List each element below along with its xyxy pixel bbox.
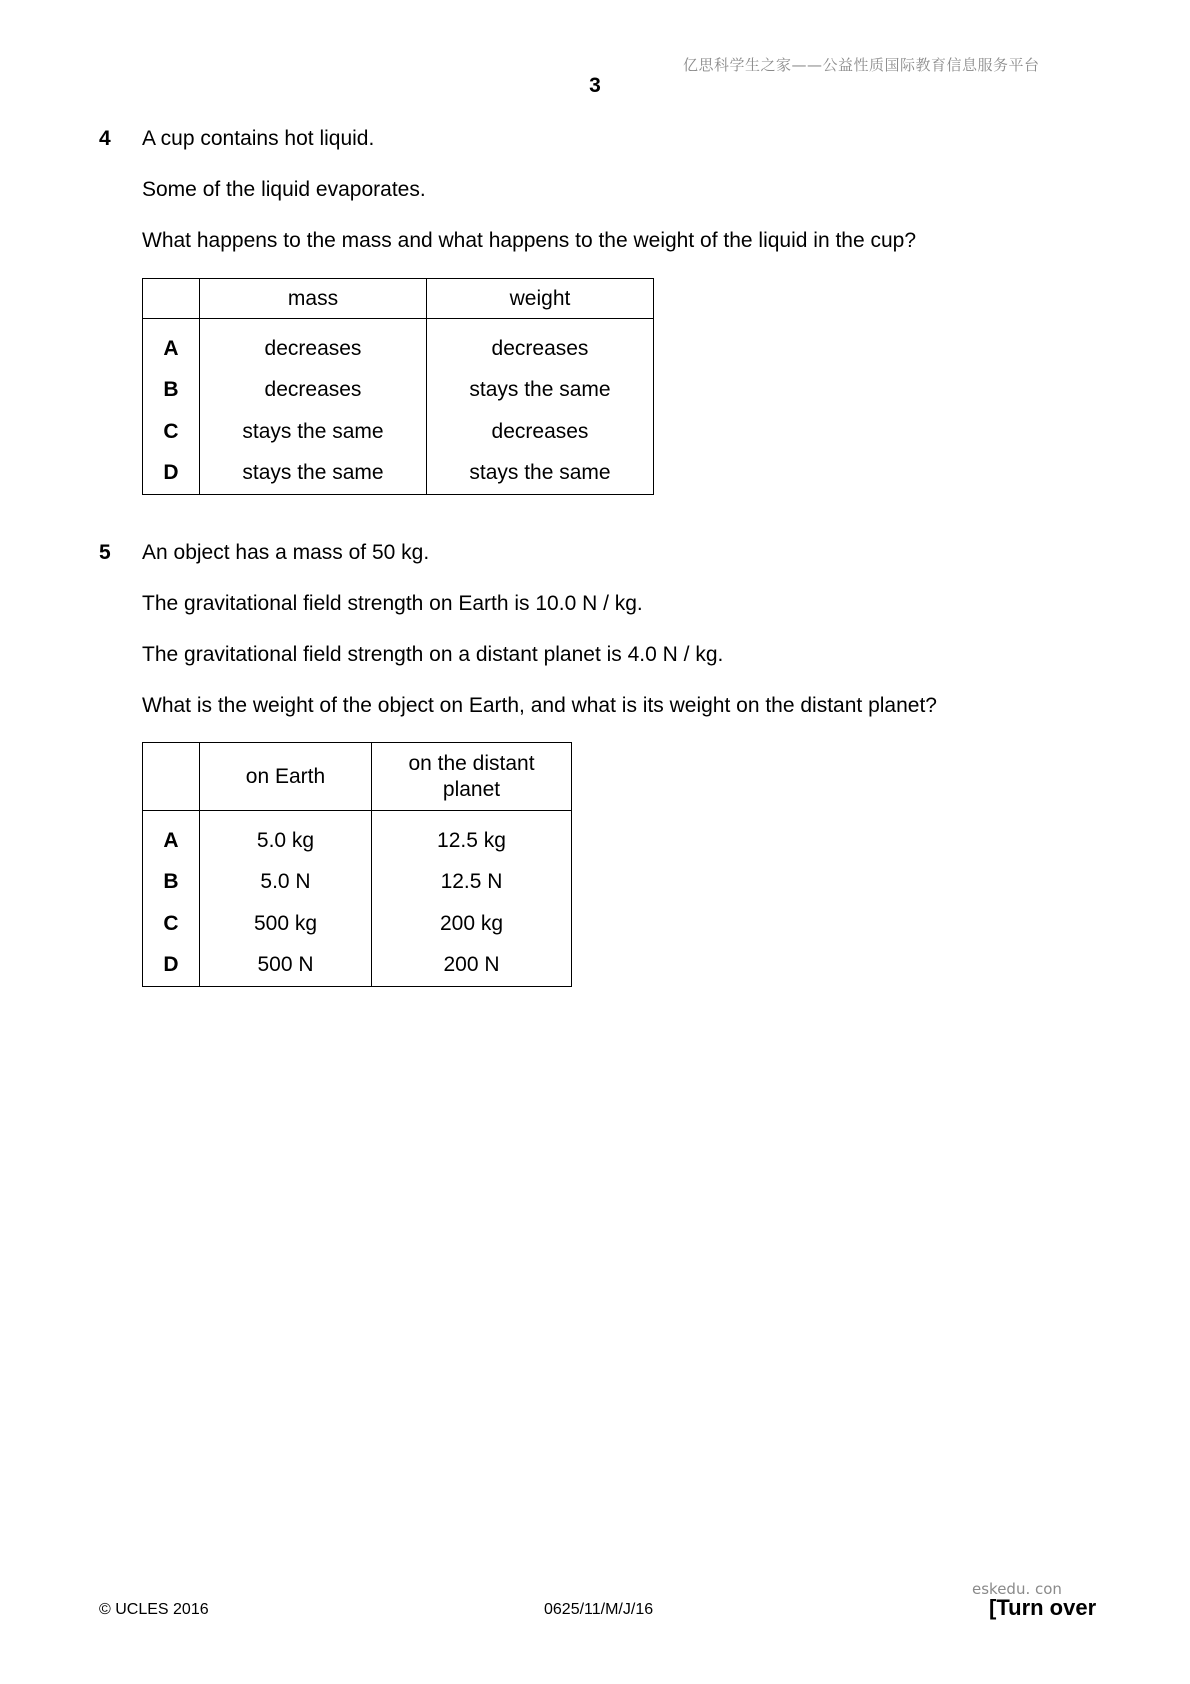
option-on-earth: 500 kg	[200, 903, 372, 945]
option-mass: decreases	[200, 319, 427, 369]
table-row	[143, 811, 572, 861]
footer-watermark: eskedu. con	[972, 1580, 1062, 1598]
table-row	[143, 903, 572, 945]
option-letter: C	[163, 419, 179, 443]
table-row	[143, 453, 654, 495]
option-letter: D	[163, 953, 179, 977]
option-letter: C	[163, 911, 179, 935]
option-on-earth: 5.0 kg	[200, 811, 372, 861]
option-weight: decreases	[427, 411, 654, 453]
table-row	[143, 861, 572, 903]
option-letter: B	[163, 869, 179, 893]
option-weight: decreases	[427, 319, 654, 369]
footer-paper-code: 0625/11/M/J/16	[544, 1601, 654, 1618]
question-5-line-1: An object has a mass of 50 kg.	[142, 541, 430, 564]
option-distant-planet: 12.5 N	[372, 861, 572, 903]
option-on-earth: 5.0 N	[200, 861, 372, 903]
option-letter: B	[163, 377, 179, 401]
table-corner	[143, 279, 200, 319]
option-on-earth: 500 N	[200, 945, 372, 987]
column-header-mass: mass	[200, 279, 427, 319]
question-5-line-3: The gravitational field strength on a distant planet is 4.0 N / kg.	[142, 643, 724, 666]
question-4-number: 4	[99, 127, 111, 150]
table-corner	[143, 743, 200, 811]
option-distant-planet: 200 kg	[372, 903, 572, 945]
table-row	[143, 319, 654, 369]
option-weight: stays the same	[427, 369, 654, 411]
table-row	[143, 945, 572, 987]
question-4-line-3: What happens to the mass and what happens to the weight of the liquid in the cup?	[142, 229, 917, 252]
footer-copyright: © UCLES 2016	[99, 1601, 209, 1618]
question-4-options-table	[142, 278, 654, 495]
header-watermark: 亿思科学生之家——公益性质国际教育信息服务平台	[683, 56, 1040, 74]
column-header-weight: weight	[427, 279, 654, 319]
column-header-distant-planet: on the distant planet	[372, 743, 572, 811]
option-distant-planet: 12.5 kg	[372, 811, 572, 861]
page-number: 3	[589, 74, 601, 97]
question-4-line-2: Some of the liquid evaporates.	[142, 178, 426, 201]
option-mass: decreases	[200, 369, 427, 411]
column-header-on-earth: on Earth	[200, 743, 372, 811]
table-row	[143, 411, 654, 453]
option-mass: stays the same	[200, 453, 427, 495]
option-letter: A	[163, 336, 179, 360]
question-5-line-4: What is the weight of the object on Earth, and what is its weight on the distant planet?	[142, 694, 937, 717]
question-5-number: 5	[99, 541, 111, 564]
question-5-options-table	[142, 742, 572, 987]
table-row	[143, 369, 654, 411]
footer-turn-over: [Turn over	[989, 1595, 1097, 1620]
question-4-line-1: A cup contains hot liquid.	[142, 127, 375, 150]
option-weight: stays the same	[427, 453, 654, 495]
question-5-line-2: The gravitational field strength on Earth is 10.0 N / kg.	[142, 592, 643, 615]
option-mass: stays the same	[200, 411, 427, 453]
option-letter: A	[163, 828, 179, 852]
option-distant-planet: 200 N	[372, 945, 572, 987]
option-letter: D	[163, 461, 179, 485]
